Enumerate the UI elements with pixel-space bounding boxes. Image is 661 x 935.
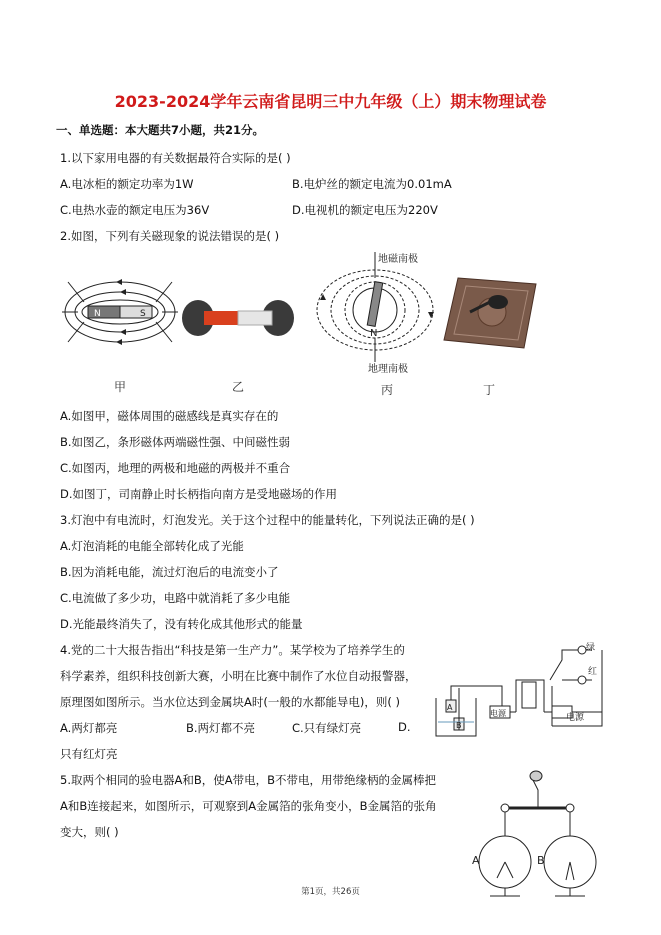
q2-stem: 2.如图，下列有关磁现象的说法错误的是( ) — [60, 229, 280, 243]
q3-option-d: D.光能最终消失了，没有转化成其他形式的能量 — [60, 617, 303, 631]
q4-option-a: A.两灯都亮 — [60, 721, 118, 735]
fig5-a: A — [472, 854, 480, 867]
q3-option-c: C.电流做了多少功，电路中就消耗了多少电能 — [60, 591, 291, 605]
q5-line1: 5.取两个相同的验电器A和B，使A带电，B不带电，用带绝缘柄的金属棒把 — [60, 773, 436, 787]
fig4-green: 绿 — [586, 643, 596, 653]
fig4-a: A — [447, 703, 453, 712]
q1-option-a: A.电冰柜的额定功率为1W — [60, 177, 194, 191]
page-footer: 第1页，共26页 — [301, 887, 360, 897]
q2-option-a: A.如图甲，磁体周围的磁感线是真实存在的 — [60, 409, 279, 423]
q4-option-c: C.只有绿灯亮 — [292, 721, 362, 735]
q1-option-c: C.电热水壶的额定电压为36V — [60, 203, 210, 217]
q4-option-b: B.两灯都不亮 — [186, 721, 256, 735]
caption-bing: 丙 — [381, 383, 394, 397]
q4-option-d: D. — [398, 720, 411, 734]
q3-option-b: B.因为消耗电能，流过灯泡后的电流变小了 — [60, 565, 279, 579]
q5-line2: A和B连接起来，如图所示，可观察到A金属箔的张角变小，B金属箔的张角 — [60, 799, 437, 813]
caption-jia: 甲 — [114, 380, 127, 394]
figure-bar-magnet-field — [60, 262, 180, 362]
q4-option-d-text: 只有红灯亮 — [60, 747, 118, 761]
fig-bing-top-label: 地磁南极 — [378, 254, 418, 265]
q3-stem: 3.灯泡中有电流时，灯泡发光。关于这个过程中的能量转化，下列说法正确的是( ) — [60, 513, 475, 527]
figure-water-level-alarm — [432, 640, 607, 740]
page-title: 2023-2024学年云南省昆明三中九年级（上）期末物理试卷 — [114, 92, 547, 111]
q2-option-c: C.如图丙，地理的两极和地磁的两极并不重合 — [60, 461, 291, 475]
caption-ding: 丁 — [483, 383, 496, 397]
fig4-red: 红 — [588, 667, 598, 677]
fig4-power2: 电源 — [566, 713, 585, 723]
figure-earth-magnetic-field — [310, 250, 440, 375]
q2-option-d: D.如图丁，司南静止时长柄指向南方是受地磁场的作用 — [60, 487, 338, 501]
caption-yi: 乙 — [232, 380, 245, 394]
q1-option-b: B.电炉丝的额定电流为0.01mA — [292, 177, 452, 191]
q1-stem: 1.以下家用电器的有关数据最符合实际的是( ) — [60, 151, 291, 165]
figure-magnet-filings — [182, 296, 294, 340]
fig-jia-s: S — [140, 309, 146, 319]
q1-option-d: D.电视机的额定电压为220V — [292, 203, 438, 217]
q3-option-a: A.灯泡消耗的电能全部转化成了光能 — [60, 539, 244, 553]
fig-bing-bottom-label: 地理南极 — [368, 364, 408, 375]
q4-line2: 科学素养，组织科技创新大赛，小明在比赛中制作了水位自动报警器， — [60, 669, 417, 683]
q4-line3: 原理图如图所示。当水位达到金属块A时(一般的水都能导电)，则( ) — [60, 695, 400, 709]
fig-bing-n: N — [370, 328, 378, 339]
fig5-b: B — [537, 854, 545, 867]
fig4-b: B — [456, 721, 462, 730]
fig4-power1: 电源 — [490, 709, 506, 718]
section-heading: 一、单选题：本大题共7小题，共21分。 — [56, 123, 265, 137]
q2-option-b: B.如图乙，条形磁体两端磁性强、中间磁性弱 — [60, 435, 291, 449]
q4-line1: 4.党的二十大报告指出“科技是第一生产力”。某学校为了培养学生的 — [60, 643, 405, 657]
fig-jia-n: N — [94, 309, 101, 319]
q5-line3: 变大，则( ) — [60, 825, 119, 839]
figure-sinan-compass — [440, 272, 540, 352]
